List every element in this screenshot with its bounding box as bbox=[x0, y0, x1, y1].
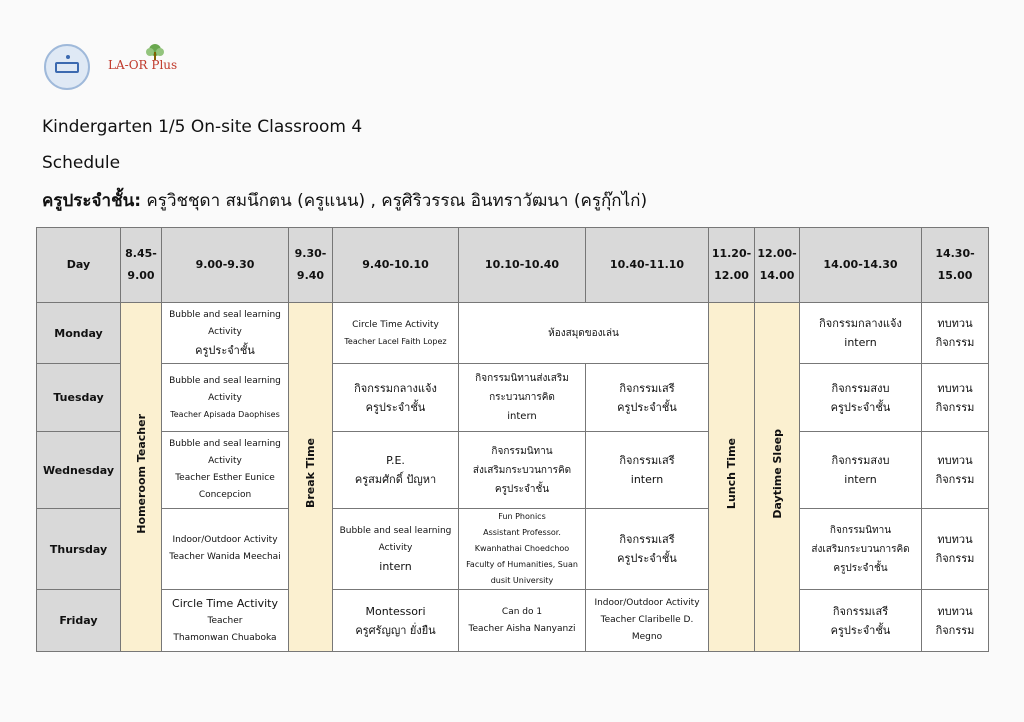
laor-plus-logo bbox=[108, 44, 188, 80]
schedule-cell: กิจกรรมเสรี ครูประจำชั้น bbox=[586, 509, 709, 590]
schedule-cell: Bubble and seal learning Activity ครูประจำชั้น bbox=[162, 303, 289, 364]
schedule-cell: ห้องสมุดของเล่น bbox=[459, 303, 709, 364]
schedule-cell: กิจกรรมนิทานส่งเสริม กระบวนการคิด intern bbox=[459, 364, 586, 432]
col-header-1400: 14.00-14.30 bbox=[800, 228, 922, 303]
schedule-cell: กิจกรรมนิทาน ส่งเสริมกระบวนการคิด ครูประจำชั้น bbox=[800, 509, 922, 590]
schedule-cell: Bubble and seal learning Activity Teacher Apisada Daophises bbox=[162, 364, 289, 432]
table-row-tuesday bbox=[37, 364, 989, 432]
day-cell: Tuesday bbox=[37, 364, 121, 432]
schedule-table bbox=[36, 227, 989, 652]
schedule-cell: ทบทวน กิจกรรม bbox=[922, 590, 989, 652]
col-header-0940: 9.40-10.10 bbox=[333, 228, 459, 303]
schedule-cell: ทบทวน กิจกรรม bbox=[922, 509, 989, 590]
col-header-1040: 10.40-11.10 bbox=[586, 228, 709, 303]
schedule-cell: Indoor/Outdoor Activity Teacher Claribelle D. Megno bbox=[586, 590, 709, 652]
schedule-cell: Montessori ครูศรัญญา ยั่งยืน bbox=[333, 590, 459, 652]
teachers-names: ครูวิชชุดา สมนึกตน (ครูแนน) , ครูศิริวรรณ อินทราวัฒนา (ครูกุ๊กไก่) bbox=[141, 191, 648, 211]
col-header-0845: 8.45- 9.00 bbox=[121, 228, 162, 303]
schedule-cell: Bubble and seal learning Activity intern bbox=[333, 509, 459, 590]
table-row-thursday bbox=[37, 509, 989, 590]
col-header-1010: 10.10-10.40 bbox=[459, 228, 586, 303]
page-title: Kindergarten 1/5 On-site Classroom 4 bbox=[42, 117, 363, 137]
schedule-cell: Circle Time Activity Teacher Thamonwan Chuaboka bbox=[162, 590, 289, 652]
schedule-cell: กิจกรรมกลางแจ้ง ครูประจำชั้น bbox=[333, 364, 459, 432]
day-cell: Friday bbox=[37, 590, 121, 652]
schedule-cell: Bubble and seal learning Activity Teacher Esther Eunice Concepcion bbox=[162, 432, 289, 509]
schedule-cell: กิจกรรมเสรี ครูประจำชั้น bbox=[800, 590, 922, 652]
schedule-cell: กิจกรรมเสรี ครูประจำชั้น bbox=[586, 364, 709, 432]
break-time-cell: Break Time bbox=[289, 303, 333, 652]
header-row bbox=[37, 228, 989, 303]
schedule-cell: Fun Phonics Assistant Professor. Kwanhathai Choedchoo Faculty of Humanities, Suan dusit University bbox=[459, 509, 586, 590]
school-seal-logo bbox=[44, 44, 90, 90]
logo-text: LA-OR Plus bbox=[108, 58, 178, 72]
page-subtitle: Schedule bbox=[42, 153, 121, 173]
schedule-cell: กิจกรรมสงบ ครูประจำชั้น bbox=[800, 364, 922, 432]
col-header-day: Day bbox=[37, 228, 121, 303]
col-header-1430: 14.30- 15.00 bbox=[922, 228, 989, 303]
lunch-time-cell: Lunch Time bbox=[709, 303, 755, 652]
table-row-monday bbox=[37, 303, 989, 364]
schedule-cell: กิจกรรมสงบ intern bbox=[800, 432, 922, 509]
day-cell: Monday bbox=[37, 303, 121, 364]
schedule-cell: ทบทวน กิจกรรม bbox=[922, 432, 989, 509]
col-header-1200: 12.00- 14.00 bbox=[755, 228, 800, 303]
schedule-cell: Circle Time Activity Teacher Lacel Faith Lopez bbox=[333, 303, 459, 364]
table-row-friday bbox=[37, 590, 989, 652]
schedule-cell: Can do 1 Teacher Aisha Nanyanzi bbox=[459, 590, 586, 652]
schedule-cell: ทบทวน กิจกรรม bbox=[922, 303, 989, 364]
homeroom-teachers-line bbox=[42, 187, 647, 214]
schedule-cell: กิจกรรมเสรี intern bbox=[586, 432, 709, 509]
schedule-cell: กิจกรรมนิทาน ส่งเสริมกระบวนการคิด ครูประจำชั้น bbox=[459, 432, 586, 509]
seal-building-icon bbox=[55, 62, 79, 73]
day-cell: Thursday bbox=[37, 509, 121, 590]
day-cell: Wednesday bbox=[37, 432, 121, 509]
schedule-cell: P.E. ครูสมศักดิ์ ปัญหา bbox=[333, 432, 459, 509]
table-row-wednesday bbox=[37, 432, 989, 509]
col-header-0900: 9.00-9.30 bbox=[162, 228, 289, 303]
daytime-sleep-cell: Daytime Sleep bbox=[755, 303, 800, 652]
col-header-1120: 11.20- 12.00 bbox=[709, 228, 755, 303]
schedule-cell: กิจกรรมกลางแจ้ง intern bbox=[800, 303, 922, 364]
teachers-label: ครูประจำชั้น: bbox=[42, 191, 142, 211]
homeroom-teacher-cell: Homeroom Teacher bbox=[121, 303, 162, 652]
schedule-cell: Indoor/Outdoor Activity Teacher Wanida Meechai bbox=[162, 509, 289, 590]
col-header-0930: 9.30- 9.40 bbox=[289, 228, 333, 303]
seal-dot-icon bbox=[66, 55, 70, 59]
schedule-cell: ทบทวน กิจกรรม bbox=[922, 364, 989, 432]
